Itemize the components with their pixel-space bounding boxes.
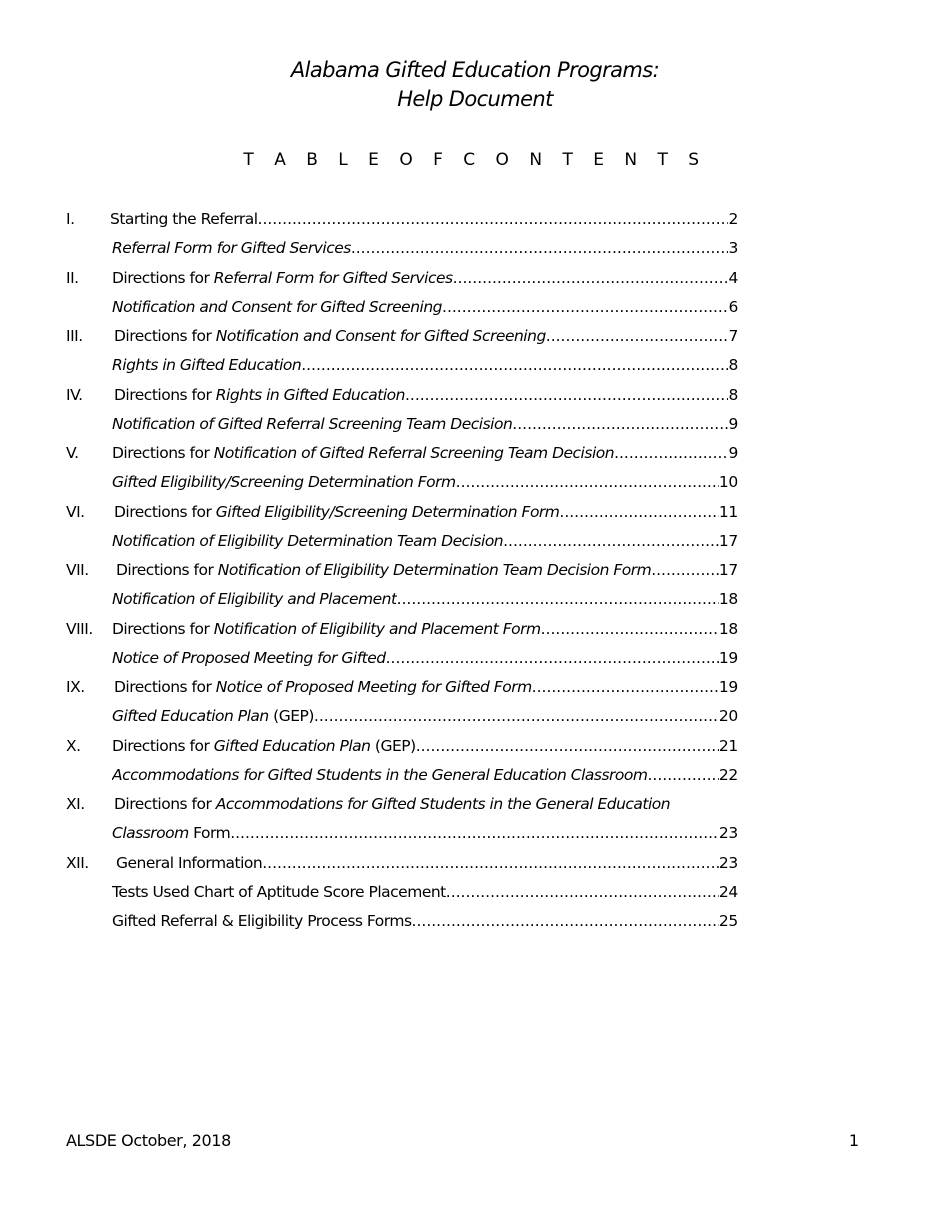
toc-dot-leader — [416, 732, 719, 761]
toc-entry-title-italic: Gifted Eligibility/Screening Determination Form — [215, 502, 560, 521]
toc-entry — [66, 381, 738, 410]
toc-entry-page-number: 18 — [718, 590, 738, 609]
toc-entry-title — [112, 585, 397, 614]
toc-entry-page-number: 4 — [728, 268, 738, 287]
toc-dot-leader — [512, 410, 728, 439]
toc-entry — [66, 234, 738, 263]
toc-entry — [66, 673, 738, 702]
toc-entry-title-plain: Directions for — [116, 561, 218, 579]
toc-entry-title — [112, 351, 301, 380]
toc-entry-title-italic: Notification of Eligibility and Placement — [112, 590, 397, 609]
toc-entry — [66, 468, 738, 497]
toc-entry-title — [114, 322, 546, 351]
toc-entry-number: IV. — [66, 385, 83, 404]
footer-date: ALSDE October, 2018 — [66, 1131, 231, 1150]
toc-entry-title-plain: General Information — [116, 853, 263, 872]
toc-entry-title — [112, 410, 512, 439]
toc-entry-page-number: 20 — [718, 707, 738, 726]
toc-entry — [66, 556, 738, 585]
toc-dot-leader — [397, 585, 719, 614]
toc-entry-number: VII. — [66, 561, 89, 579]
toc-entry-page-number: 9 — [728, 444, 738, 462]
toc-entry-title-plain: Directions for — [112, 444, 214, 462]
toc-entry-number: XII. — [66, 853, 89, 872]
toc-entry-title-italic: Notification of Gifted Referral Screening Team Decision — [213, 444, 615, 462]
toc-entry-title — [114, 673, 532, 702]
toc-entry-title-italic: Notification and Consent for Gifted Screening — [215, 327, 546, 345]
toc-entry-page-number: 19 — [718, 648, 738, 667]
toc-entry-title — [112, 234, 351, 263]
toc-entry-number: XI. — [66, 795, 85, 813]
toc-dot-leader — [258, 205, 729, 234]
toc-entry-title-suffix: Form — [188, 824, 231, 843]
toc-entry-title-italic: Notification of Gifted Referral Screening Team Decision — [112, 414, 513, 433]
toc-entry-title-italic: Notification of Eligibility Determination Team Decision Form — [217, 561, 652, 579]
toc-dot-leader — [614, 439, 728, 468]
toc-dot-leader — [386, 644, 719, 673]
toc-entry-title — [112, 527, 503, 556]
toc-entry — [66, 264, 738, 293]
toc-dot-leader — [262, 849, 719, 878]
toc-entry-title — [112, 907, 412, 936]
toc-entry-title-plain: Directions for — [114, 795, 216, 813]
toc-entry-title — [112, 439, 614, 468]
toc-entry-number: V. — [66, 444, 79, 462]
toc-entry-title — [112, 264, 453, 293]
toc-entry-number: IX. — [66, 678, 85, 696]
toc-entry-title-plain: Starting the Referral — [110, 210, 258, 228]
toc-entry-title-plain: Directions for — [114, 678, 216, 696]
toc-entry-title-italic: Gifted Eligibility/Screening Determination Form — [112, 473, 456, 492]
toc-entry-page-number: 23 — [718, 824, 738, 843]
toc-dot-leader — [351, 234, 729, 263]
toc-dot-leader — [541, 615, 719, 644]
toc-dot-leader — [442, 293, 728, 322]
toc-entry-title-plain: Directions for — [114, 385, 216, 404]
toc-entry — [66, 644, 738, 673]
toc-dot-leader — [412, 907, 719, 936]
toc-entry-title-italic: Notification and Consent for Gifted Screening — [112, 297, 443, 316]
toc-entry-title — [114, 381, 405, 410]
toc-entry-page-number: 17 — [718, 531, 738, 550]
toc-entry — [66, 585, 738, 614]
toc-entry-page-number: 2 — [728, 210, 738, 228]
toc-dot-leader — [559, 498, 718, 527]
toc-entry-title-plain: Tests Used Chart of Aptitude Score Placement — [112, 882, 446, 901]
toc-entry-title-italic: Gifted Education Plan — [213, 736, 371, 755]
toc-dot-leader — [301, 351, 728, 380]
toc-entry-page-number: 22 — [718, 765, 738, 784]
toc-entry — [66, 351, 738, 380]
toc-entry-title — [112, 819, 230, 848]
toc-entry — [66, 907, 738, 936]
toc-entry-title-plain: Directions for — [114, 502, 216, 521]
toc-entry-title — [112, 644, 386, 673]
footer-page-number: 1 — [848, 1131, 859, 1150]
toc-entry-title — [116, 556, 651, 585]
toc-entry-title — [112, 468, 456, 497]
toc-entry-page-number: 21 — [718, 736, 738, 755]
toc-entry-title-italic: Accommodations for Gifted Students in the General Education — [215, 795, 671, 813]
toc-dot-leader — [405, 381, 728, 410]
toc-entry-title-italic: Notice of Proposed Meeting for Gifted Form — [215, 678, 532, 696]
toc-entry — [66, 790, 738, 819]
toc-entry-page-number: 25 — [718, 912, 738, 930]
toc-entry-page-number: 23 — [718, 853, 738, 872]
toc-entry-title-plain: Directions for — [114, 327, 216, 345]
toc-entry-number: II. — [66, 268, 79, 287]
toc-entry-title-italic: Notice of Proposed Meeting for Gifted — [112, 648, 386, 667]
toc-entry — [66, 498, 738, 527]
toc-entry-page-number: 10 — [718, 473, 738, 492]
toc-entry — [66, 849, 738, 878]
toc-entry-page-number: 11 — [718, 502, 738, 521]
toc-entry-title — [112, 878, 446, 907]
toc-entry-page-number: 24 — [718, 882, 738, 901]
toc-entry-page-number: 18 — [718, 619, 738, 638]
toc-entry-title-italic: Accommodations for Gifted Students in the General Education Classroom — [112, 765, 648, 784]
document-title-line-2: Help Document — [397, 87, 553, 111]
toc-entry-page-number: 19 — [718, 678, 738, 696]
toc-entry — [66, 322, 738, 351]
toc-entry-number: I. — [66, 210, 75, 228]
toc-entry-title-italic: Referral Form for Gifted Services — [213, 268, 453, 287]
toc-entry-page-number: 3 — [728, 239, 738, 258]
toc-entry-title-italic: Classroom — [112, 824, 189, 843]
toc-entry-number: VIII. — [66, 619, 93, 638]
toc-entry — [66, 732, 738, 761]
toc-dot-leader — [230, 819, 719, 848]
toc-entry-title — [112, 761, 648, 790]
toc-entry-title — [114, 790, 670, 819]
toc-dot-leader — [546, 322, 729, 351]
toc-entry-title-italic: Rights in Gifted Education — [215, 385, 405, 404]
toc-entry-page-number: 17 — [718, 561, 738, 579]
toc-entry — [66, 761, 738, 790]
toc-entry — [66, 702, 738, 731]
toc-entry — [66, 819, 738, 848]
toc-entry-title — [110, 205, 258, 234]
toc-entry-title-italic: Notification of Eligibility Determination Team Decision — [112, 531, 504, 550]
toc-dot-leader — [446, 878, 719, 907]
toc-entry-page-number: 6 — [728, 297, 738, 316]
toc-entry-title-plain: Directions for — [112, 268, 214, 287]
toc-entry-title-italic: Notification of Eligibility and Placement Form — [213, 619, 541, 638]
toc-entry-page-number: 7 — [728, 327, 738, 345]
toc-dot-leader — [456, 468, 719, 497]
toc-entry — [66, 527, 738, 556]
toc-entry-number: X. — [66, 736, 81, 755]
toc-entry-page-number: 9 — [728, 414, 738, 433]
toc-dot-leader — [532, 673, 719, 702]
toc-entry-number: VI. — [66, 502, 85, 521]
toc-entry-title — [112, 732, 416, 761]
toc-entry-title-italic: Gifted Education Plan — [112, 707, 269, 726]
toc-dot-leader — [651, 556, 719, 585]
toc-entry-number: III. — [66, 327, 83, 345]
toc-heading: T A B L E O F C O N T E N T S — [243, 150, 707, 170]
toc-entry — [66, 205, 738, 234]
toc-entry — [66, 615, 738, 644]
toc-entry-title-plain: Directions for — [112, 619, 214, 638]
toc-dot-leader — [503, 527, 719, 556]
toc-entry-title — [114, 498, 559, 527]
toc-entry — [66, 293, 738, 322]
toc-dot-leader — [648, 761, 719, 790]
toc-dot-leader — [314, 702, 719, 731]
toc-entry-title-italic: Referral Form for Gifted Services — [112, 239, 351, 258]
toc-entry-title — [112, 293, 442, 322]
toc-entry — [66, 878, 738, 907]
toc-entry-title-suffix: (GEP) — [370, 736, 416, 755]
toc-entry-title — [112, 702, 314, 731]
toc-entry-title — [112, 615, 541, 644]
toc-entry-title-suffix: (GEP) — [268, 707, 314, 726]
toc-entry-page-number: 8 — [728, 385, 738, 404]
toc-entry — [66, 410, 738, 439]
document-title-line-1: Alabama Gifted Education Programs: — [290, 58, 660, 82]
toc-entry — [66, 439, 738, 468]
toc-entry-title-plain: Gifted Referral & Eligibility Process Forms — [112, 912, 412, 930]
toc-entry-title-plain: Directions for — [112, 736, 214, 755]
toc-entry-title-italic: Rights in Gifted Education — [112, 356, 302, 375]
toc-entry-title — [116, 849, 262, 878]
toc-dot-leader — [453, 264, 729, 293]
toc-entry-page-number: 8 — [728, 356, 738, 375]
